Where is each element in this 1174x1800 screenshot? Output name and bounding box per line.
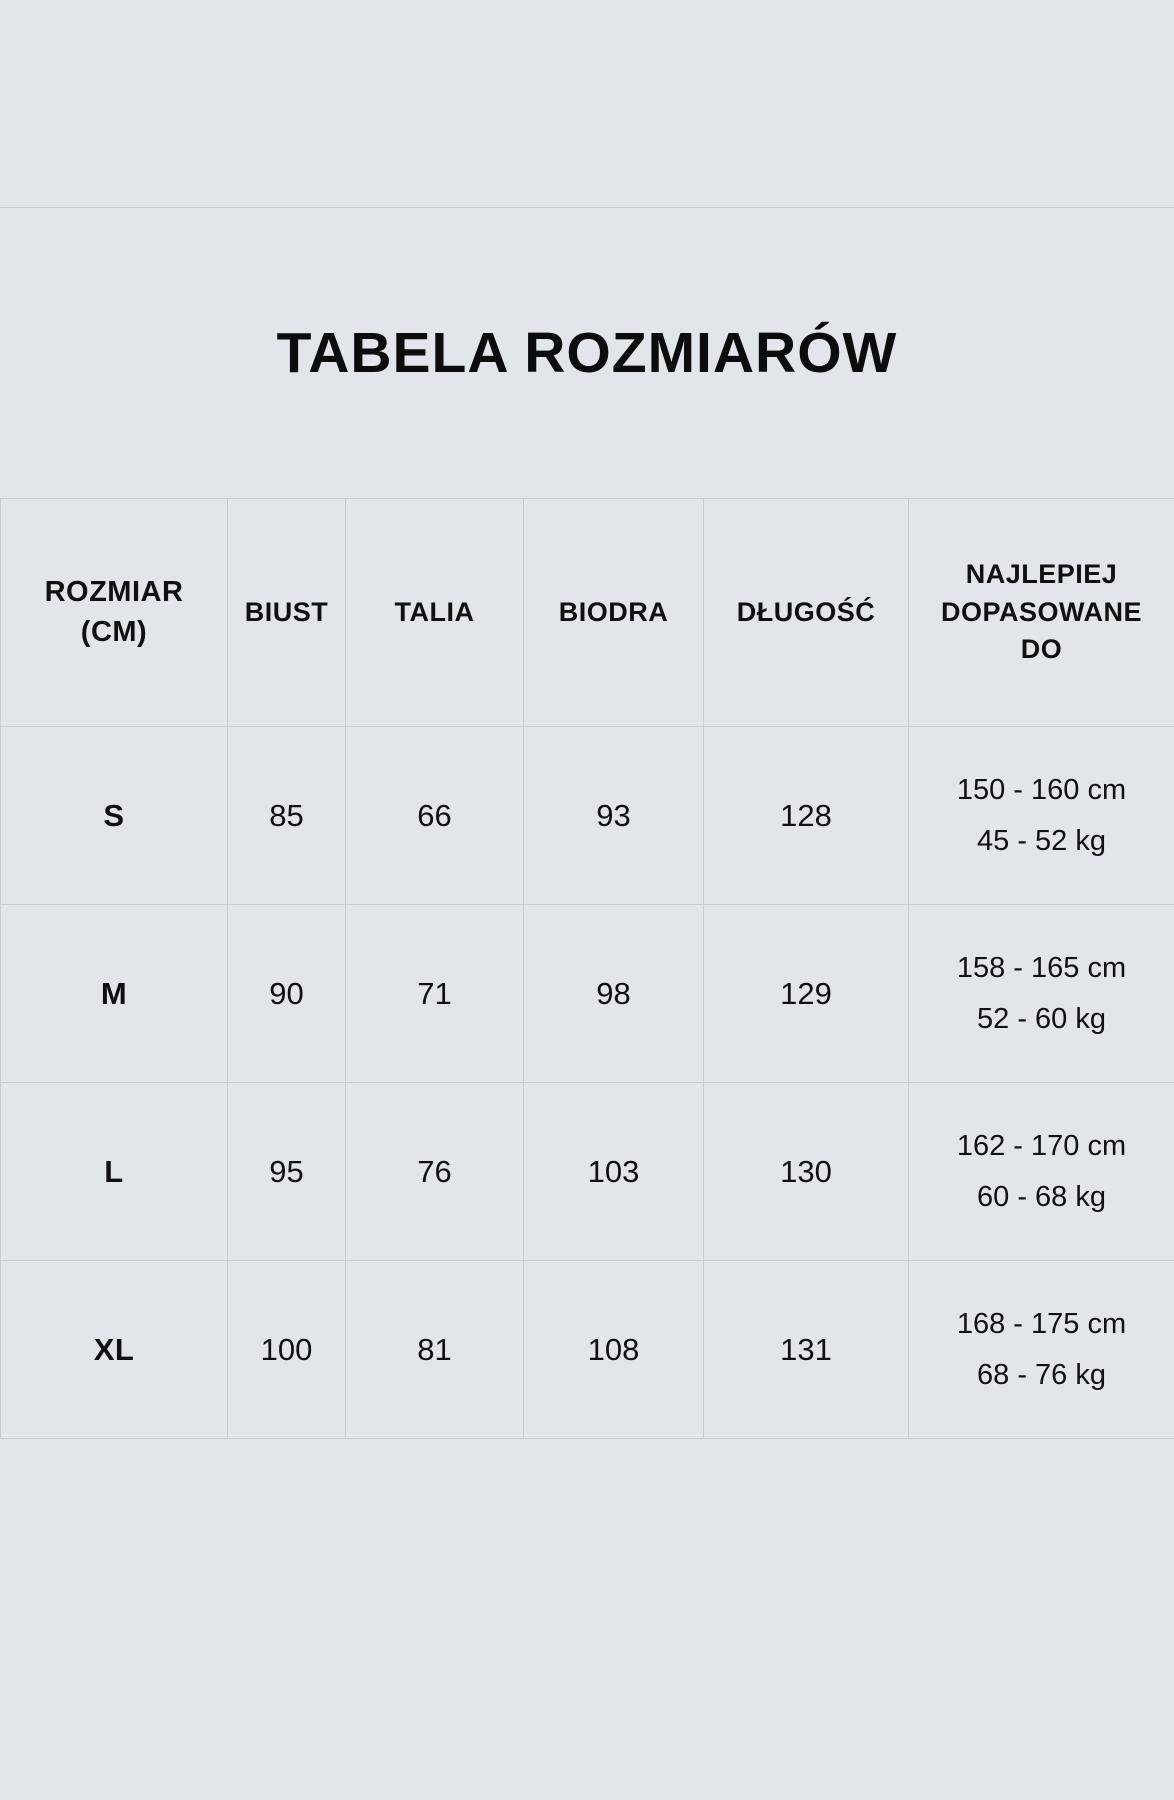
cell-best-fit-height: 150 - 160 cm xyxy=(956,773,1127,806)
cell-length: 130 xyxy=(704,1083,909,1261)
column-header-best-fit xyxy=(909,499,1174,727)
size-table xyxy=(0,498,1174,1439)
cell-size: S xyxy=(1,727,228,905)
column-header-bust: BIUST xyxy=(228,499,346,727)
table-body xyxy=(1,727,1174,1439)
cell-best-fit-weight: 52 - 60 kg xyxy=(977,1002,1106,1035)
cell-size: XL xyxy=(1,1261,228,1439)
cell-bust: 85 xyxy=(228,727,346,905)
cell-best-fit xyxy=(909,1083,1174,1261)
cell-best-fit-weight: 45 - 52 kg xyxy=(977,824,1106,857)
size-table-container xyxy=(0,498,1174,1439)
cell-best-fit-height: 168 - 175 cm xyxy=(956,1307,1127,1340)
column-header-best-fit-line1: NAJLEPIEJ xyxy=(965,558,1118,589)
cell-best-fit-weight: 60 - 68 kg xyxy=(977,1180,1106,1213)
table-row xyxy=(1,727,1174,905)
page-title: TABELA ROZMIARÓW xyxy=(276,320,898,385)
column-header-size-line1: ROZMIAR xyxy=(44,576,184,609)
cell-size: L xyxy=(1,1083,228,1261)
cell-best-fit xyxy=(909,1261,1174,1439)
cell-hips: 103 xyxy=(524,1083,704,1261)
cell-waist: 81 xyxy=(346,1261,524,1439)
cell-size: M xyxy=(1,905,228,1083)
cell-hips: 98 xyxy=(524,905,704,1083)
cell-hips: 108 xyxy=(524,1261,704,1439)
cell-waist: 76 xyxy=(346,1083,524,1261)
column-header-size-line2: (CM) xyxy=(80,615,148,648)
title-area xyxy=(0,208,1174,498)
cell-bust: 100 xyxy=(228,1261,346,1439)
cell-best-fit xyxy=(909,727,1174,905)
column-header-best-fit-line2: DOPASOWANE xyxy=(940,596,1142,627)
bottom-empty-area xyxy=(0,1448,1174,1800)
cell-waist: 66 xyxy=(346,727,524,905)
table-row xyxy=(1,905,1174,1083)
top-band xyxy=(0,0,1174,208)
cell-length: 131 xyxy=(704,1261,909,1439)
cell-bust: 95 xyxy=(228,1083,346,1261)
table-header xyxy=(1,499,1174,727)
column-header-length: DŁUGOŚĆ xyxy=(704,499,909,727)
column-header-waist: TALIA xyxy=(346,499,524,727)
cell-best-fit-weight: 68 - 76 kg xyxy=(977,1358,1106,1391)
table-header-row xyxy=(1,499,1174,727)
cell-length: 128 xyxy=(704,727,909,905)
cell-best-fit xyxy=(909,905,1174,1083)
column-header-best-fit-line3: DO xyxy=(1020,634,1063,665)
cell-length: 129 xyxy=(704,905,909,1083)
column-header-size xyxy=(1,499,228,727)
cell-best-fit-height: 158 - 165 cm xyxy=(956,951,1127,984)
cell-best-fit-height: 162 - 170 cm xyxy=(956,1129,1127,1162)
table-row xyxy=(1,1083,1174,1261)
cell-hips: 93 xyxy=(524,727,704,905)
cell-bust: 90 xyxy=(228,905,346,1083)
cell-waist: 71 xyxy=(346,905,524,1083)
table-row xyxy=(1,1261,1174,1439)
column-header-hips: BIODRA xyxy=(524,499,704,727)
